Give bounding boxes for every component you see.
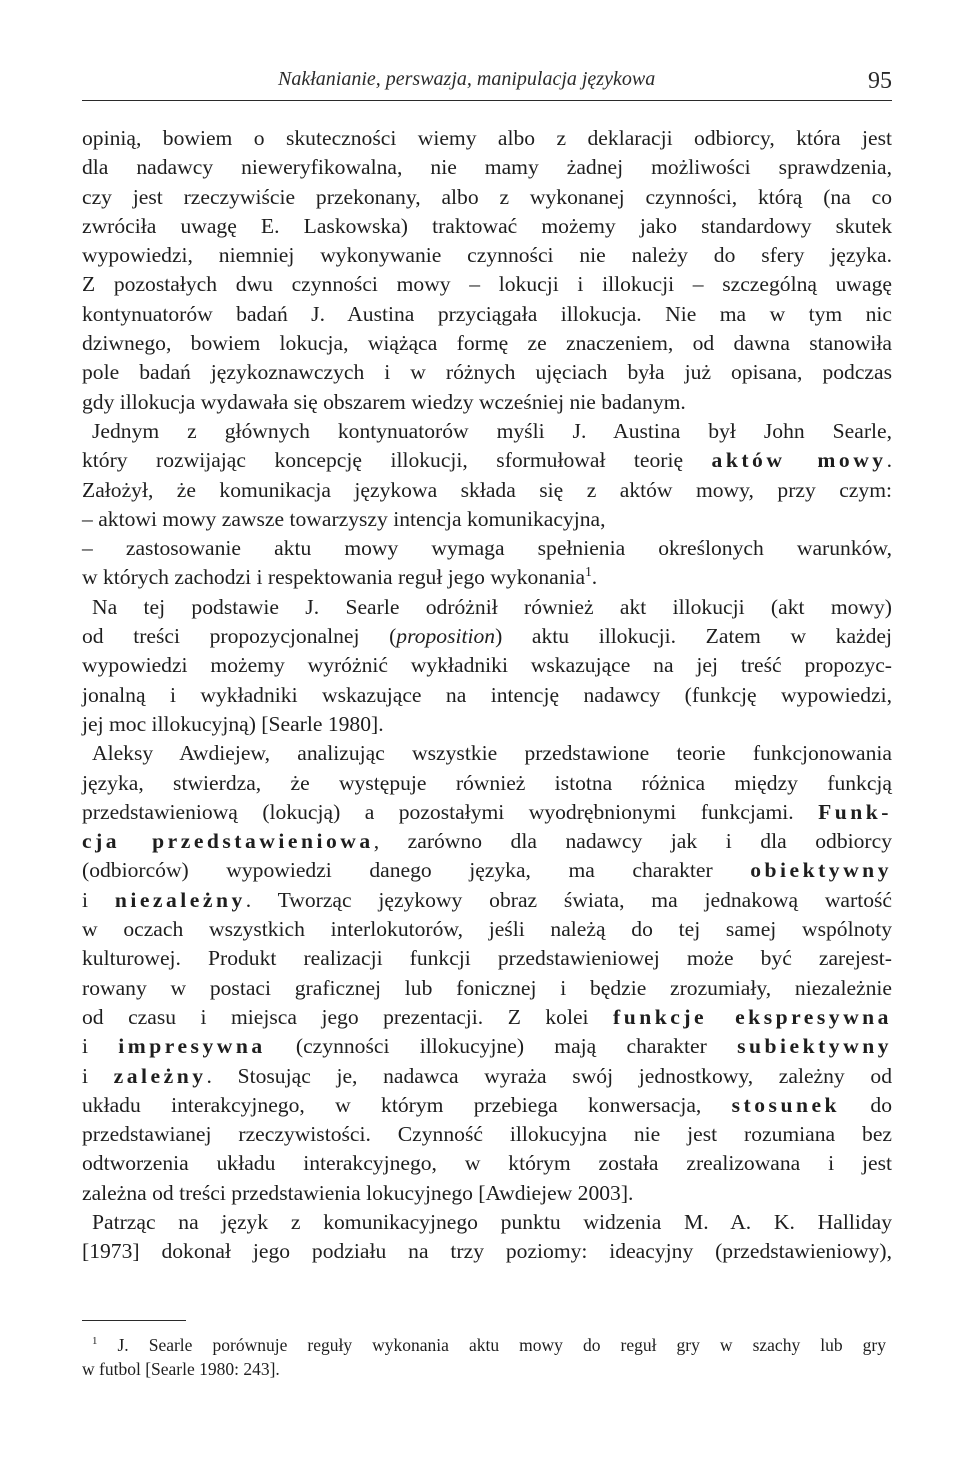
running-title: Nakłanianie, perswazja, manipulacja językowa <box>278 68 656 90</box>
spaced-emphasis: cja przedstawieniowa <box>82 829 374 854</box>
footnote: $^1$ J. Searle porównuje reguły wykonania aktu mowy do reguł gry w szachy lub gry <box>92 1335 886 1355</box>
text-line: i niezależny. Tworząc językowy obraz świata, ma jednakową wartość <box>82 887 892 912</box>
text-line: (odbiorców) wypowiedzi danego języka, ma charakter obiektywny <box>82 858 892 883</box>
text-line: języka, stwierdza, że występuje również istotna różnica między funkcją <box>82 770 892 795</box>
text-line: czy jest rzeczywiście przekonany, albo z wykonanej czynności, którą (na co <box>82 184 892 209</box>
text-line: [1973] dokonał jego podziału na trzy poziomy: ideacyjny (przedstawieniowy), <box>82 1239 892 1264</box>
text-line: zależna od treści przedstawienia lokucyjnego [Awdiejew 2003]. <box>82 1180 634 1205</box>
text-line: przedstawieniową (lokucją) a pozostałymi wyodrębnionymi funkcjami. Funk- <box>82 799 892 824</box>
text-line: Patrząc na język z komunikacyjnego punktu widzenia M. A. K. Halliday <box>92 1209 892 1234</box>
spaced-emphasis: stosunek <box>731 1092 841 1117</box>
footnote-divider <box>82 1320 186 1321</box>
text-line: przedstawianej rzeczywistości. Czynność illokucyjna nie jest rozumiana bez <box>82 1122 892 1147</box>
text-line: od treści propozycjonalnej (proposition) aktu illokucji. Zatem w każdej <box>82 624 892 649</box>
list-item: – zastosowanie aktu mowy wymaga spełnienia określonych warunków, <box>82 536 892 561</box>
footnotes <box>82 1333 886 1381</box>
text-line: jej moc illokucyjną) [Searle 1980]. <box>82 711 384 736</box>
footnote-marker: 1 <box>92 1335 98 1348</box>
spaced-emphasis: subiektywny <box>737 1034 892 1059</box>
spaced-emphasis: aktów mowy <box>711 448 887 473</box>
text-line: Aleksy Awdiejew, analizując wszystkie przedstawione teorie funkcjonowania <box>92 741 892 766</box>
list-item: – aktowi mowy zawsze towarzyszy intencja komunikacyjna, <box>82 506 606 531</box>
text-line: Założył, że komunikacja językowa składa się z aktów mowy, przy czym: <box>82 477 892 502</box>
text-line: wypowiedzi, niemniej wykonywanie czynności nie należy do sfery języka. <box>82 243 892 268</box>
text-line: który rozwijając koncepcję illokucji, sformułował teorię aktów mowy. <box>82 448 892 473</box>
page-number: 95 <box>868 68 892 94</box>
text-line: w których zachodzi i respektowania reguł jego wykonania$^1$. <box>82 564 598 590</box>
spaced-emphasis: obiektywny <box>750 858 892 883</box>
text-line: rowany w postaci graficznej lub fonicznej i będzie zrozumiały, niezależnie <box>82 975 892 1000</box>
text-line: cja przedstawieniowa, zarówno dla nadawcy jak i dla odbiorcy <box>82 829 893 854</box>
text-line: wypowiedzi możemy wyróżnić wykładniki wskazujące na jej treść propozyc- <box>82 653 892 678</box>
footnote-line: w futbol [Searle 1980: 243]. <box>82 1359 280 1379</box>
italic-term: proposition <box>396 624 496 649</box>
text-line: układu interakcyjnego, w którym przebiega konwersacja, stosunek do <box>82 1092 892 1117</box>
text-line: kulturowej. Produkt realizacji funkcji przedstawieniowej może być zarejest- <box>82 946 892 971</box>
text-line: odtworzenia układu interakcyjnego, w którym została zrealizowana i jest <box>82 1151 892 1176</box>
text-line: dziwnego, bowiem lokucja, wiążąca formę ze znaczeniem, od dawna stanowiła <box>82 331 892 356</box>
text-line: Jednym z głównych kontynuatorów myśli J. Austina był John Searle, <box>92 418 892 443</box>
text-line: Z pozostałych dwu czynności mowy – lokucji i illokucji – szczególną uwagę <box>82 272 892 297</box>
text-line: w oczach wszystkich interlokutorów, jeśli należą do tej samej wspólnoty <box>82 917 892 942</box>
text-line: i impresywna (czynności illokucyjne) mają charakter subiektywny <box>82 1034 892 1059</box>
text-line: Na tej podstawie J. Searle odróżnił również akt illokucji (akt mowy) <box>92 594 892 619</box>
spaced-emphasis: zależny <box>113 1063 207 1088</box>
text-line: gdy illokucja wydawała się obszarem wiedzy wcześniej nie badanym. <box>82 389 686 414</box>
text-line: i zależny. Stosując je, nadawca wyraża swój jednostkowy, zależny od <box>82 1063 892 1088</box>
spaced-emphasis: Funk- <box>818 799 892 824</box>
spaced-emphasis: niezależny <box>114 887 246 912</box>
body-text <box>82 124 892 1267</box>
text-line: kontynuatorów badań J. Austina przyciągała illokucja. Nie ma w tym nic <box>82 301 892 326</box>
spaced-emphasis: funkcje ekspresywna <box>613 1004 892 1029</box>
text-line: opinią, bowiem o skuteczności wiemy albo z deklaracji odbiorcy, która jest <box>82 126 892 150</box>
text-line: jonalną i wykładniki wskazujące na intencję nadawcy (funkcję wypowiedzi, <box>82 682 892 707</box>
text-line: od czasu i miejsca jego prezentacji. Z kolei funkcje ekspresywna <box>82 1004 892 1029</box>
text-line: zwróciła uwagę E. Laskowska) traktować możemy jako standardowy skutek <box>82 213 892 238</box>
page-header <box>82 60 892 101</box>
footnote-ref: 1 <box>585 564 592 580</box>
text-line: dla nadawcy nieweryfikowalna, nie mamy żadnej możliwości sprawdzenia, <box>82 155 892 180</box>
text-line: pole badań językoznawczych i w różnych ujęciach była już opisana, podczas <box>82 360 892 385</box>
spaced-emphasis: impresywna <box>118 1034 266 1059</box>
